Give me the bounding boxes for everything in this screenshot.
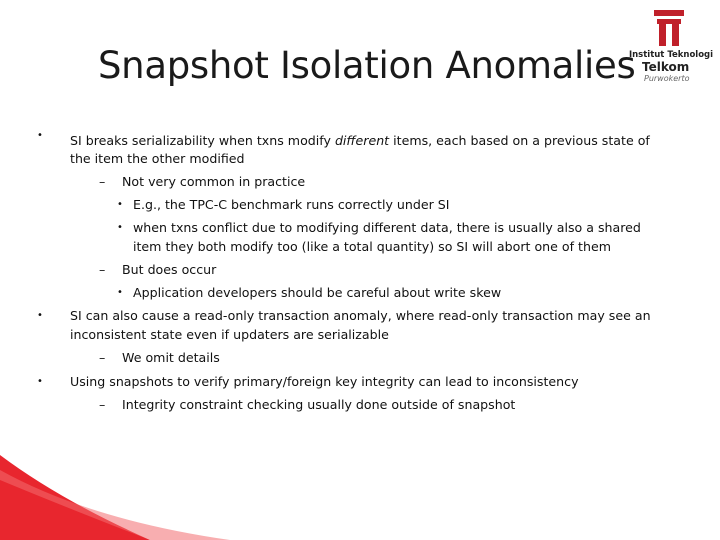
sub-bullet-4: Integrity constraint checking usually done outside of snapshot — [122, 397, 516, 412]
bullet-1-line-2: the item the other modified — [70, 151, 245, 166]
dash-marker: – — [99, 174, 106, 189]
sub-sub-bullet-1b-line-2: item they both modify too (like a total quantity) so SI will abort one of them — [133, 239, 611, 254]
bullet-2-line-2: inconsistent state even if updaters are serializable — [70, 327, 389, 342]
sub-sub-bullet-1b-line-1: when txns conflict due to modifying different data, there is usually also a shared — [133, 220, 641, 235]
text-segment: SI breaks serializability when txns modify — [70, 133, 335, 148]
dash-marker: – — [99, 262, 106, 277]
sub-sub-bullet-2a: Application developers should be careful about write skew — [133, 285, 502, 300]
logo-text-institut: Institut Teknologi — [628, 50, 714, 60]
logo-mark-icon — [652, 8, 686, 48]
sub-bullet-3: We omit details — [122, 350, 220, 365]
bullet-3: Using snapshots to verify primary/foreign key integrity can lead to inconsistency — [70, 374, 579, 389]
dot-marker: • — [117, 199, 123, 210]
bullet-marker: • — [37, 130, 43, 141]
sub-bullet-2: But does occur — [122, 262, 217, 277]
dash-marker: – — [99, 350, 106, 365]
slide-title: Snapshot Isolation Anomalies — [98, 44, 636, 87]
bullet-marker: • — [37, 376, 43, 387]
dot-marker: • — [117, 222, 123, 233]
bullet-2-line-1: SI can also cause a read-only transaction anomaly, where read-only transaction may see an — [70, 308, 651, 323]
logo-text-purwokerto: Purwokerto — [644, 74, 690, 83]
logo-text-telkom: Telkom — [642, 60, 690, 74]
sub-bullet-1: Not very common in practice — [122, 174, 306, 189]
institution-logo — [624, 8, 716, 84]
bullet-marker: • — [37, 310, 43, 321]
text-segment: items, each based on a previous state of — [389, 133, 650, 148]
sub-sub-bullet-1a: E.g., the TPC-C benchmark runs correctly under SI — [133, 197, 450, 212]
dot-marker: • — [117, 287, 123, 298]
emphasis-text: different — [334, 133, 390, 148]
dash-marker: – — [99, 397, 106, 412]
